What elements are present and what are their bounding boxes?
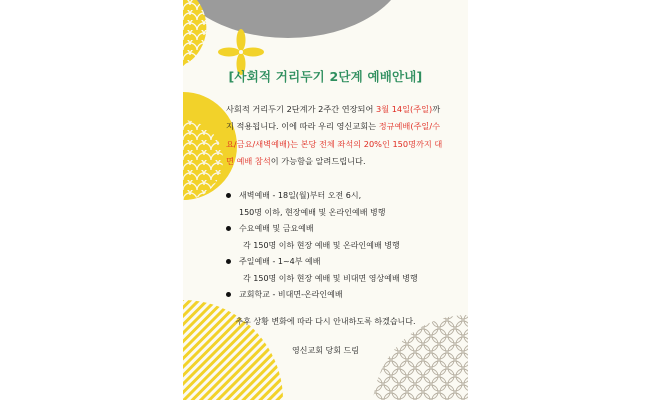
intro-paragraph xyxy=(226,101,444,171)
poster-title: [사회적 거리두기 2단계 예배안내] xyxy=(228,69,423,84)
list-item-detail: 각 150명 이하 현장 예배 및 비대면 영상예배 병행 xyxy=(243,274,418,283)
intro-text: 까지 적용됩니다. 이에 따라 우리 영신교회는 xyxy=(226,104,441,132)
intro-text: 이 가능함을 알려드립니다. xyxy=(270,156,366,167)
closing-note: 추후 상황 변화에 따라 다시 안내하도록 하겠습니다. xyxy=(235,317,416,326)
list-item-church-school: 교회학교 - 비대면-온라인예배 xyxy=(223,287,453,303)
highlight-worship-limit: 정규예배(주일/수요/금요/새벽예배)는 본당 전체 좌석의 20%인 150명까지 대면 예배 참석 xyxy=(226,121,443,167)
announcement-poster xyxy=(183,0,468,400)
geometric-pattern-shape xyxy=(373,315,468,400)
list-item-detail: 150명 이하, 현장예배 및 온라인예배 병행 xyxy=(239,208,386,217)
list-item-sunday-service: 주일예배 - 1~4부 예배 xyxy=(223,254,453,270)
list-item-wed-fri-service: 수요예배 및 금요예배 xyxy=(223,221,453,237)
list-item-detail: 각 150명 이하 현장 예배 및 온라인예배 병행 xyxy=(243,241,400,250)
list-item-dawn-service: 새벽예배 - 18일(월)부터 오전 6시, xyxy=(223,188,453,204)
gray-semicircle-shape xyxy=(183,0,408,38)
intro-text: 사회적 거리두기 2단계가 2주간 연장되어 xyxy=(226,104,376,114)
highlight-date: 3월 14일(주일) xyxy=(375,104,433,114)
signature: 영신교회 당회 드림 xyxy=(292,346,359,355)
service-list xyxy=(223,188,453,303)
